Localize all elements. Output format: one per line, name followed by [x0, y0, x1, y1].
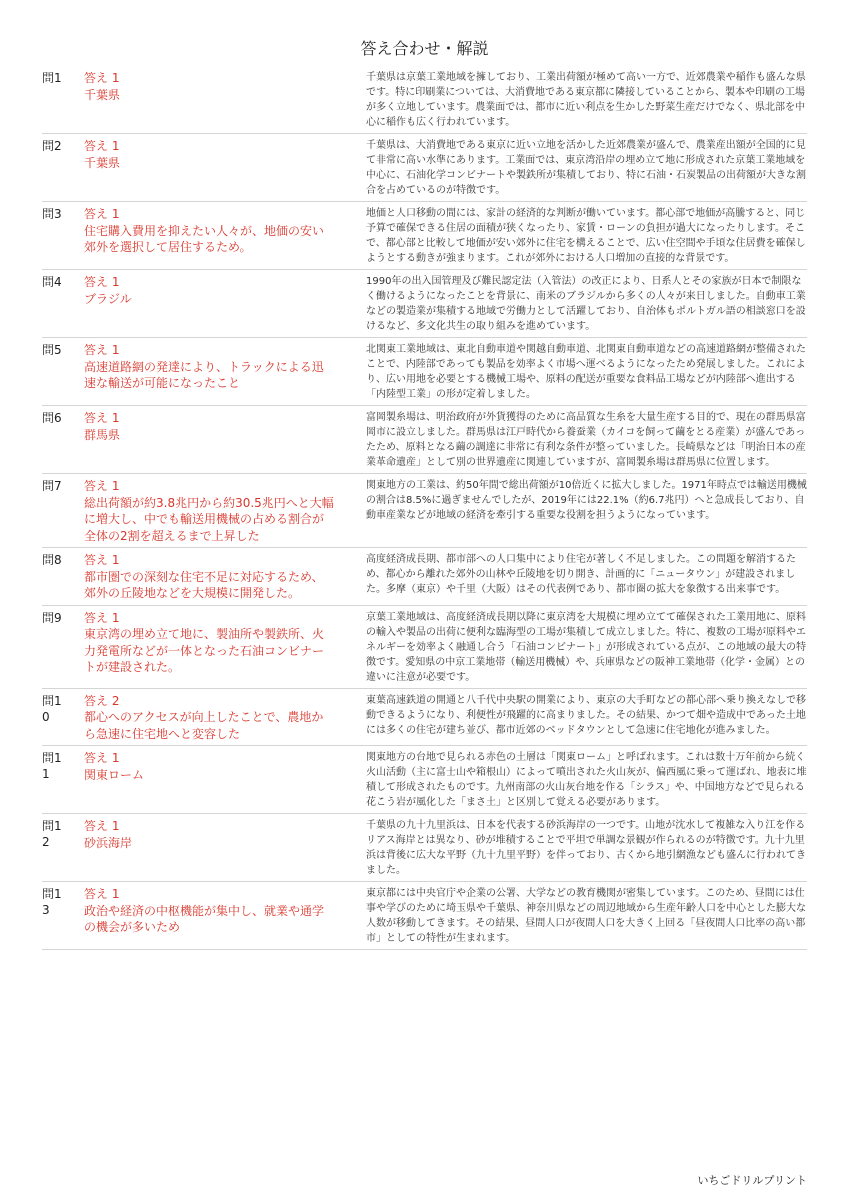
answer-column	[84, 818, 334, 878]
answer-column	[84, 552, 334, 602]
answer-column	[84, 478, 334, 544]
answer-row	[42, 606, 807, 689]
question-number: 問13	[42, 887, 62, 917]
answer-choice: 答え 1	[84, 887, 120, 901]
explanation-text: 北関東工業地域は、東北自動車道や関越自動車道、北関東自動車道などの高速道路網が整備されたことで、内陸部であっても製品を効率よく市場へ運べるようになったため発展しました。これにより、広い用地を必要とする機械工場や、原料の配送が重要な食料品工場などが内陸部へ進出する「内陸型工業」の形が定着しました。	[366, 344, 806, 400]
explanation-text: 高度経済成長期、都市部への人口集中により住宅が著しく不足しました。この問題を解消するため、都心から離れた郊外の山林や丘陵地を切り開き、計画的に「ニュータウン」が建設されました。多摩（東京）や千里（大阪）はその代表例であり、都市圏の拡大を象徴する出来事です。	[366, 554, 796, 595]
footer-brand: いちごドリルプリント	[697, 1174, 807, 1187]
answer-choice: 答え 1	[84, 207, 120, 221]
answer-column	[84, 206, 334, 266]
explanation-text: 京葉工業地域は、高度経済成長期以降に東京湾を大規模に埋め立てて確保された工業用地に、原料の輸入や製品の出荷に便利な臨海型の工場が集積して成立しました。特に、複数の工場が原料やエネルギーを効率よく融通し合う「石油コンビナート」が形成されている点が、この地域の最大の特徴です。愛知県の中京工業地帯（輸送用機械）や、兵庫県などの阪神工業地帯（化学・金属）との違いに注意が必要です。	[366, 611, 806, 683]
answer-column	[84, 274, 334, 334]
answer-choice: 答え 1	[84, 275, 120, 289]
answer-list	[42, 66, 807, 950]
answer-row	[42, 134, 807, 202]
question-number: 問10	[42, 693, 62, 724]
answer-column	[84, 410, 334, 470]
explanation-text: 地価と人口移動の間には、家計の経済的な判断が働いています。都心部で地価が高騰すると、同じ予算で確保できる住居の面積が狭くなったり、家賃・ローンの負担が過大になったりします。そこで、都心部と比較して地価が安い郊外に住宅を構えることで、広い住空間や手頃な住居費を確保しようとする動きが強まります。これが郊外における人口増加の直接的な背景です。	[366, 208, 806, 264]
answer-choice: 答え 1	[84, 479, 120, 493]
answer-choice: 答え 1	[84, 411, 120, 425]
explanation-text: 東京都には中央官庁や企業の公署、大学などの教育機関が密集しています。このため、昼間には仕事や学びのために埼玉県や千葉県、神奈川県などの周辺地域から生産年齢人口を中心とした膨大な人数が移動してきます。その結果、昼間人口が夜間人口を大きく上回る「昼夜間人口比率の高い都市」としての特性が生まれます。	[366, 888, 806, 944]
answer-column	[84, 693, 334, 743]
explanation-text: 千葉県は、大消費地である東京に近い立地を活かした近郊農業が盛んで、農業産出額が全国的に見て非常に高い水準にあります。工業面では、東京湾沿岸の埋め立て地に形成された京葉工業地域を中心に、石油化学コンビナートや製鉄所が集積しており、特に石油・石炭製品の出荷額が大きな割合を占めているのが特徴です。	[366, 140, 806, 196]
answer-text: 関東ローム	[84, 767, 145, 782]
answer-choice: 答え 1	[84, 139, 120, 153]
answer-text: 総出荷額が約3.8兆円から約30.5兆円へと大幅に増大し、中でも輸送用機械の占める割合が全体の2割を超えるまで上昇した	[84, 495, 334, 543]
page-title: 答え合わせ・解説	[360, 39, 489, 58]
answer-choice: 答え 1	[84, 610, 120, 625]
question-number: 問4	[42, 275, 62, 289]
question-number: 問5	[42, 343, 62, 357]
answer-choice: 答え 1	[84, 751, 120, 765]
question-number: 問9	[42, 610, 62, 625]
answer-choice: 答え 1	[84, 819, 120, 833]
answer-text: 千葉県	[84, 155, 121, 170]
answer-row	[42, 548, 807, 606]
answer-column	[84, 886, 334, 946]
answer-row	[42, 746, 807, 814]
answer-text: 東京湾の埋め立て地に、製油所や製鉄所、火力発電所などが一体となった石油コンビナートが建設された。	[84, 627, 325, 674]
answer-text: 都心へのアクセスが向上したことで、農地から急速に住宅地へと変容した	[84, 710, 324, 741]
answer-column	[84, 138, 334, 198]
answer-choice: 答え 1	[84, 71, 120, 85]
explanation-text: 富岡製糸場は、明治政府が外貨獲得のために高品質な生糸を大量生産する目的で、現在の群馬県富岡市に設立しました。群馬県は江戸時代から養蚕業（カイコを飼って繭をとる産業）が盛んであったため、原料となる繭の調達に非常に有利な条件が整っていました。長崎県などは「明治日本の産業革命遺産」として別の世界遺産に関連していますが、富岡製糸場は群馬県に位置します。	[366, 412, 806, 468]
answer-row	[42, 202, 807, 270]
answer-text: 千葉県	[84, 87, 121, 102]
question-number: 問11	[42, 751, 62, 781]
answer-row	[42, 270, 807, 338]
answer-row	[42, 814, 807, 882]
question-number: 問6	[42, 411, 62, 425]
answer-row	[42, 882, 807, 950]
answer-text: ブラジル	[84, 291, 132, 306]
question-number: 問2	[42, 139, 62, 153]
answer-choice: 答え 2	[84, 693, 120, 708]
answer-column	[84, 342, 334, 402]
explanation-text: 1990年の出入国管理及び難民認定法（入管法）の改正により、日系人とその家族が日本で制限なく働けるようになったことを背景に、南米のブラジルから多くの人々が来日しました。自動車工業などの製造業が集積する地域で労働力として活躍しており、自治体もポルトガル語の相談窓口を設けるなど、多文化共生の取り組みを進めています。	[366, 276, 806, 332]
answer-text: 住宅購入費用を抑えたい人々が、地価の安い郊外を選択して居住するため。	[84, 223, 325, 254]
answer-row	[42, 474, 807, 548]
question-number: 問1	[42, 71, 62, 85]
answer-column	[84, 750, 334, 810]
explanation-text: 関東地方の台地で見られる赤色の土層は「関東ローム」と呼ばれます。これは数十万年前から続く火山活動（主に富士山や箱根山）によって噴出された火山灰が、偏西風に乗って運ばれ、地表に堆積して形成されたものです。九州南部の火山灰台地を作る「シラス」や、中国地方などで見られる花こう岩が風化した「まさ土」と区別して覚える必要があります。	[366, 752, 807, 808]
question-number: 問12	[42, 819, 62, 849]
question-number: 問7	[42, 479, 62, 493]
answer-choice: 答え 1	[84, 553, 120, 567]
answer-column	[84, 70, 334, 130]
answer-row	[42, 66, 807, 134]
answer-text: 群馬県	[84, 427, 121, 442]
answer-choice: 答え 1	[84, 343, 120, 357]
explanation-text: 東葉高速鉄道の開通と八千代中央駅の開業により、東京の大手町などの都心部へ乗り換えなしで移動できるようになり、利便性が飛躍的に高まりました。その結果、かつて畑や造成中であった土地には多くの住宅が建ち並び、都市近郊のベッドタウンとして急速に住宅地化が進みました。	[366, 694, 806, 736]
answer-text: 都市圏での深刻な住宅不足に対応するため、郊外の丘陵地などを大規模に開発した。	[84, 569, 324, 600]
answer-text: 砂浜海岸	[84, 835, 133, 850]
answer-row	[42, 689, 807, 747]
answer-row	[42, 406, 807, 474]
answer-text: 政治や経済の中枢機能が集中し、就業や通学の機会が多いため	[84, 903, 325, 934]
explanation-text: 関東地方の工業は、約50年間で総出荷額が10倍近くに拡大しました。1971年時点では輸送用機械の割合は8.5%に過ぎませんでしたが、2019年には22.1%（約6.7兆円）へと急成長しており、自動車産業などが地域の経済を牽引する重要な役割を担うようになっています。	[366, 480, 807, 521]
answer-text: 高速道路網の発達により、トラックによる迅速な輸送が可能になったこと	[84, 359, 324, 390]
question-number: 問3	[42, 207, 62, 221]
explanation-text: 千葉県は京葉工業地域を擁しており、工業出荷額が極めて高い一方で、近郊農業や稲作も盛んな県です。特に印刷業については、大消費地である東京都に隣接していることから、製本や印刷の工場が多く立地しています。農業面では、都市に近い利点を生かした野菜生産だけでなく、県北部を中心に稲作も広く行われています。	[366, 72, 806, 128]
answer-column	[84, 610, 334, 685]
answer-row	[42, 338, 807, 406]
question-number: 問8	[42, 553, 62, 567]
explanation-text: 千葉県の九十九里浜は、日本を代表する砂浜海岸の一つです。山地が沈水して複雑な入り江を作るリアス海岸とは異なり、砂が堆積することで平坦で単調な景観が作られるのが特徴です。九十九里浜は背後に広大な平野（九十九里平野）を伴っており、古くから地引網漁なども盛んに行われてきました。	[366, 820, 806, 876]
